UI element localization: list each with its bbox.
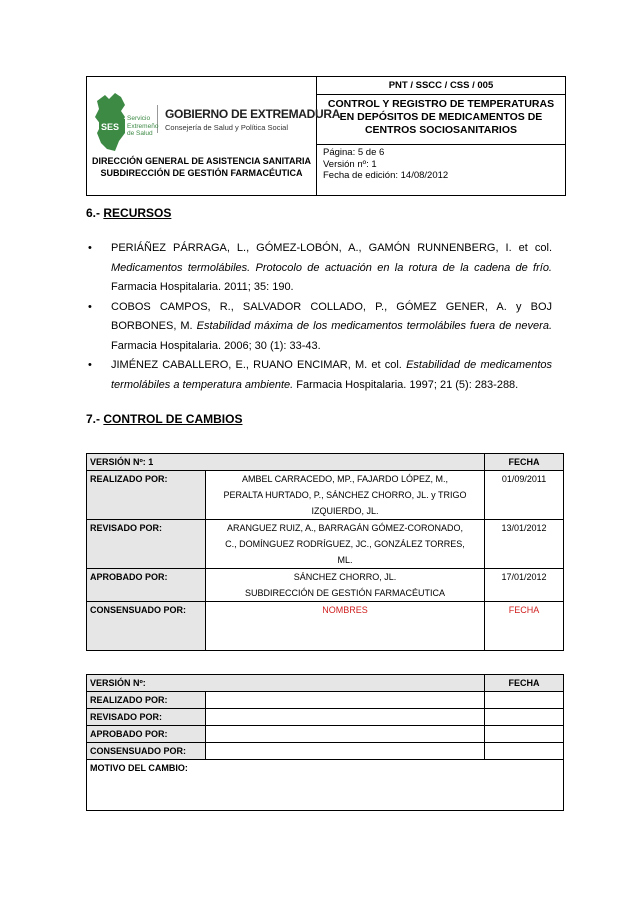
- row-date: [485, 692, 564, 709]
- reference-list: [86, 239, 552, 395]
- row-label: CONSENSUADO POR:: [87, 602, 206, 651]
- row-date: 13/01/2012: [485, 520, 564, 569]
- fecha-label: FECHA: [485, 675, 564, 692]
- row-date: [485, 709, 564, 726]
- table-row: [87, 743, 564, 760]
- table-row: [87, 692, 564, 709]
- reference-item: • PERIÁÑEZ PÁRRAGA, L., GÓMEZ-LOBÓN, A., GAMÓN RUNNENBERG, I. et col. Medicamentos termolábiles. Protocolo de actuación en la rotura de la cadena de frío. Farmacia Hospitalaria. 2011; 35: 190.: [86, 239, 552, 298]
- table-row: [87, 602, 564, 651]
- table-row: [87, 709, 564, 726]
- page-number: Página: 5 de 6: [323, 147, 385, 158]
- subdirection-text: SUBDIRECCIÓN DE GESTIÓN FARMACÉUTICA: [100, 167, 303, 178]
- bullet-icon: •: [88, 359, 92, 371]
- row-label: APROBADO POR:: [87, 726, 206, 743]
- ses-brand-text: Servicio Extremeño de Salud: [127, 115, 159, 137]
- doc-title: CONTROL Y REGISTRO DE TEMPERATURAS EN DEPÓSITOS DE MEDICAMENTOS DE CENTROS SOCIOSANITARIOS: [317, 95, 565, 145]
- row-names: [205, 692, 484, 709]
- motivo-row: [87, 760, 564, 811]
- row-label: REVISADO POR:: [87, 520, 206, 569]
- row-names: [205, 709, 484, 726]
- row-names: SÁNCHEZ CHORRO, JL. SUBDIRECCIÓN DE GESTIÓN FARMACÉUTICA: [205, 569, 484, 602]
- row-date: 17/01/2012: [485, 569, 564, 602]
- motivo-label: MOTIVO DEL CAMBIO:: [87, 760, 564, 811]
- row-label: REALIZADO POR:: [87, 692, 206, 709]
- table-row: [87, 726, 564, 743]
- doc-code: PNT / SSCC / CSS / 005: [317, 77, 565, 95]
- table-row: [87, 471, 564, 520]
- row-label: REALIZADO POR:: [87, 471, 206, 520]
- row-date: [485, 743, 564, 760]
- row-names: [205, 726, 484, 743]
- row-names: AMBEL CARRACEDO, MP., FAJARDO LÓPEZ, M., PERALTA HURTADO, P., SÁNCHEZ CHORRO, JL. y TRIGO IZQUIERDO, JL.: [205, 471, 484, 520]
- direction-text: DIRECCIÓN GENERAL DE ASISTENCIA SANITARIA: [91, 156, 311, 166]
- version-label: VERSIÓN Nº:: [87, 675, 485, 692]
- row-label: REVISADO POR:: [87, 709, 206, 726]
- gov-dept: Consejería de Salud y Política Social: [165, 123, 288, 132]
- row-date: 01/09/2011: [485, 471, 564, 520]
- row-names: [205, 743, 484, 760]
- header-left-cell: [87, 77, 341, 195]
- edition-date: Fecha de edición: 14/08/2012: [323, 170, 449, 181]
- reference-item: • JIMÉNEZ CABALLERO, E., RUANO ENCIMAR, M. et col. Estabilidad de medicamentos termolábiles a temperatura ambiente. Farmacia Hospitalaria. 1997; 21 (5): 283-288.: [86, 356, 552, 395]
- ses-logo: [91, 89, 341, 159]
- document-header: [86, 76, 566, 196]
- row-names: ARANGUEZ RUIZ, A., BARRAGÁN GÓMEZ-CORONADO, C., DOMÍNGUEZ RODRÍGUEZ, JC., GONZÁLEZ TORRES, ML.: [205, 520, 484, 569]
- section-7-title: 7.- CONTROL DE CAMBIOS: [86, 412, 243, 426]
- version-label: VERSIÓN Nº: 1: [87, 454, 485, 471]
- change-control-table-2: [86, 674, 564, 811]
- svg-text:SES: SES: [101, 122, 120, 132]
- table-row: [87, 569, 564, 602]
- doc-meta: [323, 147, 563, 182]
- row-label: CONSENSUADO POR:: [87, 743, 206, 760]
- fecha-label: FECHA: [485, 454, 564, 471]
- bullet-icon: •: [88, 242, 92, 254]
- gov-name: GOBIERNO DE EXTREMADURA: [165, 107, 341, 121]
- table-row: [87, 520, 564, 569]
- row-names: NOMBRES: [205, 602, 484, 651]
- reference-item: • COBOS CAMPOS, R., SALVADOR COLLADO, P., GÓMEZ GENER, A. y BOJ BORBONES, M. Estabilidad máxima de los medicamentos termolábiles fuera de nevera. Farmacia Hospitalaria. 2006; 30 (1): 33-43.: [86, 298, 552, 357]
- table-header-row: [87, 675, 564, 692]
- row-date: FECHA: [485, 602, 564, 651]
- bullet-icon: •: [88, 300, 92, 313]
- section-6-title: 6.- RECURSOS: [86, 206, 172, 220]
- row-label: APROBADO POR:: [87, 569, 206, 602]
- row-date: [485, 726, 564, 743]
- version-number: Versión nº: 1: [323, 158, 377, 170]
- table-header-row: [87, 454, 564, 471]
- change-control-table-1: [86, 453, 564, 651]
- direction-block: [87, 156, 316, 179]
